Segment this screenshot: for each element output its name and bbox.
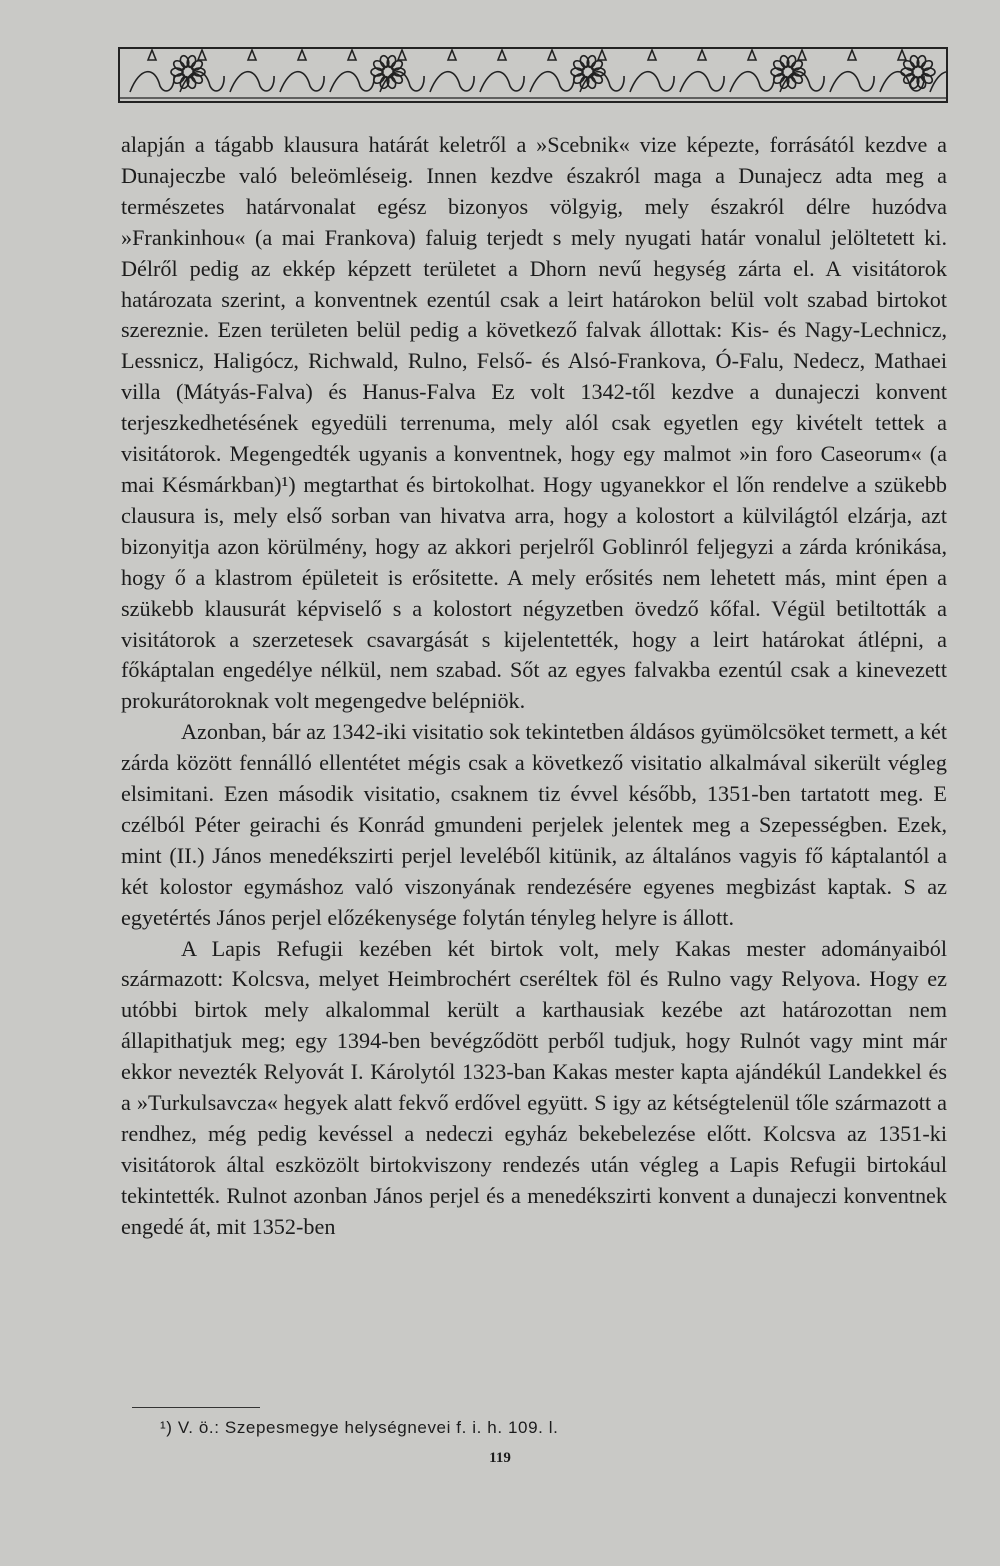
fleuron-ornament bbox=[198, 50, 206, 60]
leaf-scroll-ornament bbox=[530, 72, 574, 92]
leaf-scroll-ornament bbox=[330, 72, 374, 92]
fleuron-ornament bbox=[448, 50, 456, 60]
leaf-scroll-ornament bbox=[680, 72, 724, 92]
fleuron-ornament bbox=[248, 50, 256, 60]
fleuron-ornament bbox=[698, 50, 706, 60]
fleuron-ornament bbox=[848, 50, 856, 60]
floral-header-ornament bbox=[118, 46, 948, 104]
fleuron-ornament bbox=[498, 50, 506, 60]
leaf-scroll-ornament bbox=[430, 72, 474, 92]
leaf-scroll-ornament bbox=[830, 72, 874, 92]
fleuron-ornament bbox=[148, 50, 156, 60]
fleuron-ornament bbox=[898, 50, 906, 60]
fleuron-ornament bbox=[298, 50, 306, 60]
fleuron-ornament bbox=[598, 50, 606, 60]
fleuron-ornament bbox=[548, 50, 556, 60]
fleuron-ornament bbox=[648, 50, 656, 60]
leaf-scroll-ornament bbox=[280, 72, 324, 92]
fleuron-ornament bbox=[398, 50, 406, 60]
paragraph-1: alapján a tágabb klausura határát keletről a »Scebnik« vize képezte, forrásától kezdve a Dunajeczbe való beleömléseig. Innen kezdve északról maga a Dunajecz adta meg a természetes határvonalat egész bizonyos völgyig, mely északról délre huzódva »Frankinhou« (a mai Frankova) faluig terjedt s mely nyugati határ vonalul jelöltetett ki. Délről pedig az ekkép képzett területet a Dhorn nevű hegység zárta el. A visitátorok határozata szerint, a konventnek ezentúl csak a leirt határokon belül volt szabad birtokot szereznie. Ezen területen belül pedig a következő falvak állottak: Kis- és Nagy-Lechnicz, Lessnicz, Haligócz, Richwald, Rulno, Felső- és Alsó-Frankova, Ó-Falu, Nedecz, Mathaei villa (Mátyás-Falva) és Hanus-Falva Ez volt 1342-től kezdve a dunajeczi konvent terjeszkedhetésének egyedüli terrenuma, mely alól csak egyetlen egy kivételt tettek a visitátorok. Megengedték ugyanis a konventnek, hogy egy malmot »in foro Caseorum« (a mai Késmárkban)¹) megtarthat és birtokolhat. Hogy ugyanekkor el lőn rendelve a szükebb clausura is, mely első sorban van hivatva arra, hogy a kolostort a külvilágtól elzárja, azt bizonyitja azon körülmény, hogy az akkori perjelről Goblinról feljegyzi a zárda krónikása, hogy ő a klastrom épületeit is erősitette. A mely erősités nem lehetett más, mint épen a szükebb klausurát képviselő s a kolostort négyzetben övedző kőfal. Végül betiltották a visitátorok a szerzetesek csavargását s kijelentették, hogy a leirt határokat átlépni, a főkáptalan engedélye nélkül, nem szabad. Sőt az egyes falvakba ezentúl csak a kinevezett prokurátoroknak volt megengedve belépniök. bbox=[121, 132, 947, 714]
body-text bbox=[121, 130, 947, 1243]
leaf-scroll-ornament bbox=[630, 72, 674, 92]
leaf-scroll-ornament bbox=[480, 72, 524, 92]
paragraph-3: A Lapis Refugii kezében két birtok volt, mely Kakas mester adományaiból származott: Kolcsva, melyet Heimbrochért cseréltek föl és Rulno vagy Relyova. Hogy ez utóbbi birtok mely alkalommal került a karthausiak kezébe azt határozottan nem állapithatjuk meg; egy 1394-ben bevégződött perből tudjuk, hogy Rulnót vagy mint már ekkor nevezték Relyovát I. Károlytól 1323-ban Kakas mester kapta ajándékúl Landekkel és a »Turkulsavcza« hegyek alatt fekvő erdővel együtt. S igy az kétségtelenül tőle származott a rendhez, még pedig kevéssel a nedeczi egyház bekebelezése előtt. Kolcsva az 1351-ki visitátorok által eszközölt birtokviszony rendezés után végleg a Lapis Refugii birtokául tekintették. Rulnot azonban János perjel és a menedékszirti konvent a dunajeczi konventnek engedé át, mit 1352-ben bbox=[121, 935, 947, 1239]
footnote: ¹) V. ö.: Szepesmegye helységnevei f. i. h. 109. l. bbox=[160, 1418, 559, 1437]
leaf-scroll-ornament bbox=[730, 72, 774, 92]
fleuron-ornament bbox=[348, 50, 356, 60]
fleuron-ornament bbox=[798, 50, 806, 60]
leaf-scroll-ornament bbox=[230, 72, 274, 92]
footnote-divider bbox=[132, 1407, 260, 1408]
paragraph-2: Azonban, bár az 1342-iki visitatio sok tekintetben áldásos gyümölcsöket termett, a két zárda között fennálló ellentétet mégis csak a következő visitatio alkalmával sikerült végleg elsimitani. Ezen második visitatio, csaknem tiz évvel később, 1351-ben tartatott meg. E czélból Péter geirachi és Konrád gmundeni perjelek jelentek meg a Szepességben. Ezek, mint (II.) János menedékszirti perjel leveléből kitünik, az általános vagyis fő káptalantól a két kolostor egymáshoz való viszonyának rendezésére egyenes megbizást kaptak. S az egyetértés János perjel előzékenysége folytán tényleg helyre is állott. bbox=[121, 719, 947, 930]
fleuron-ornament bbox=[748, 50, 756, 60]
page-number: 119 bbox=[489, 1450, 511, 1466]
leaf-scroll-ornament bbox=[130, 72, 174, 92]
